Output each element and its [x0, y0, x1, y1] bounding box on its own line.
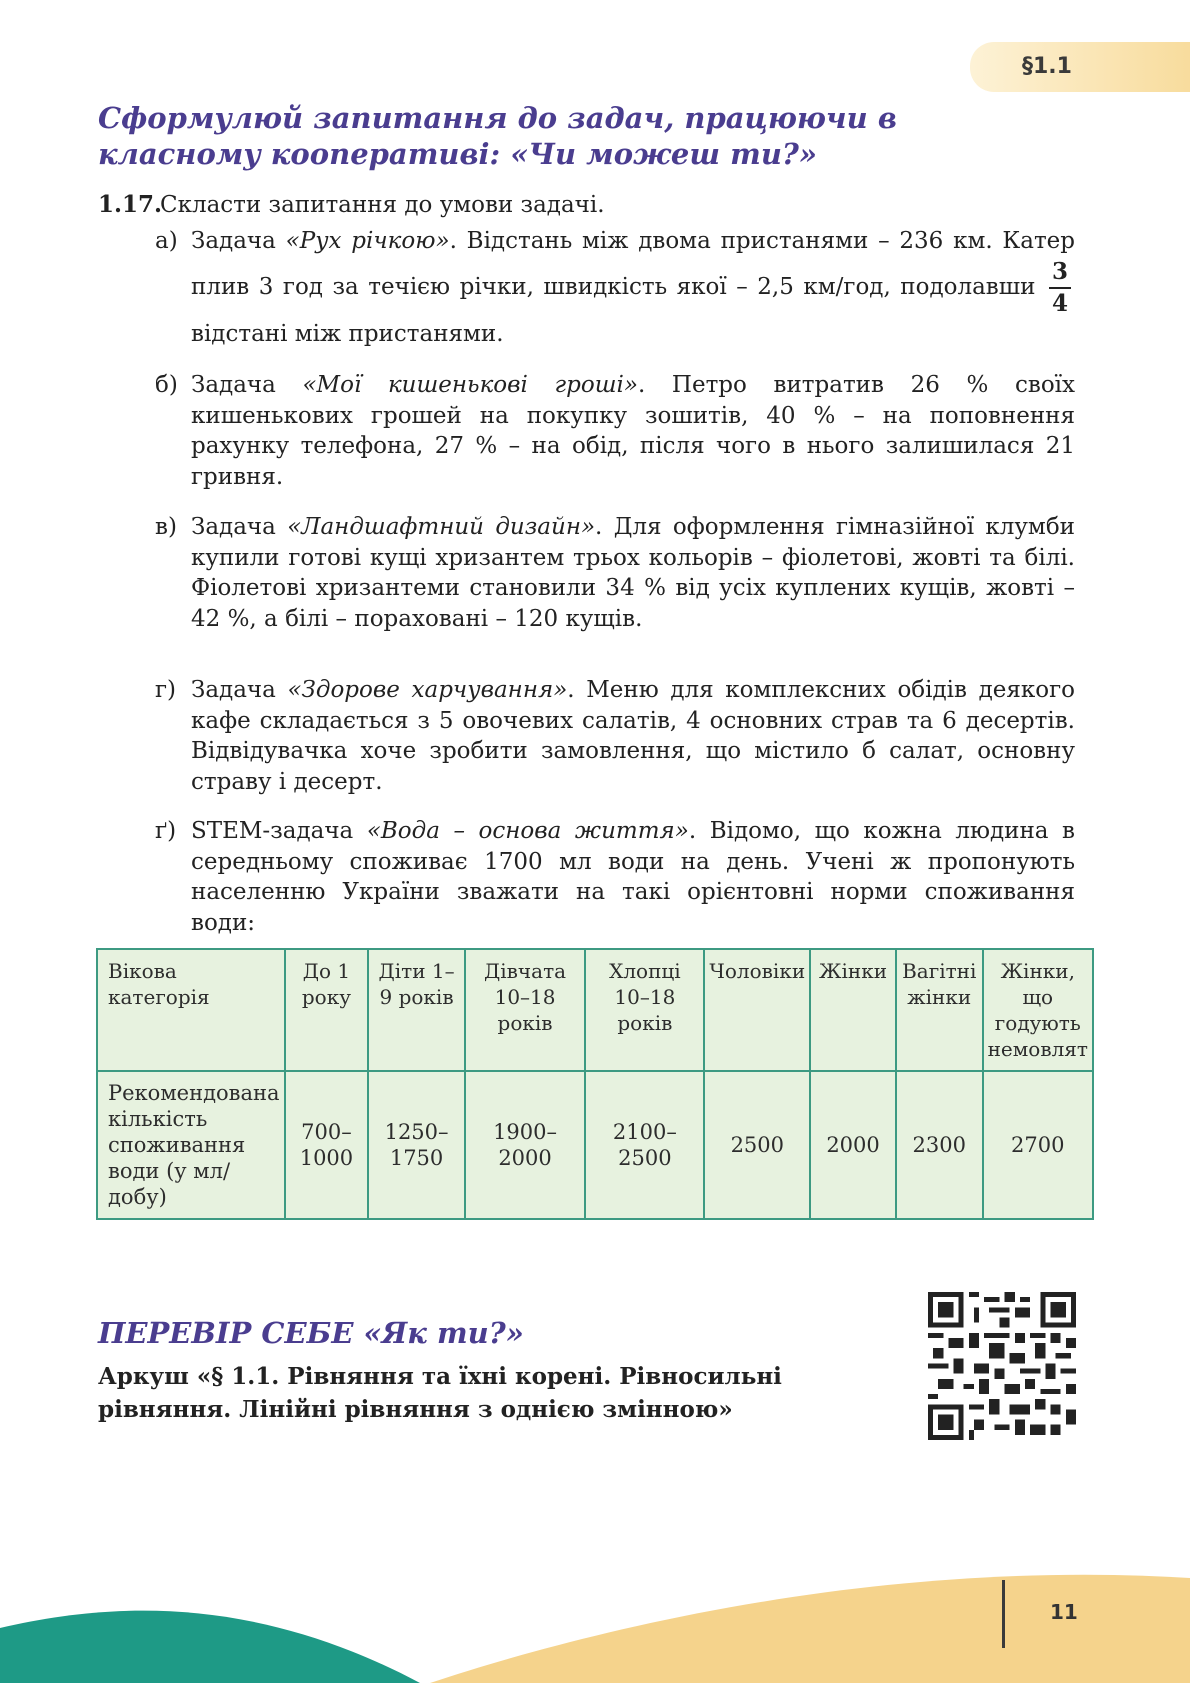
table-cell: Жінки, що годують немовлят — [983, 949, 1093, 1071]
fraction: $\frac{3}{4}$ — [1049, 257, 1071, 319]
page-divider — [1002, 1580, 1005, 1648]
check-yourself-heading: ПЕРЕВІР СЕБЕ «Як ти?» — [98, 1316, 524, 1350]
item-label: а) — [155, 228, 178, 254]
problem-title: «Рух річкою» — [285, 228, 450, 254]
table-header-row — [97, 949, 1093, 1071]
problem-title: «Мої кишенькові гроші» — [302, 372, 638, 398]
section-tab — [970, 42, 1190, 92]
table-cell: Вагітні жінки — [896, 949, 983, 1071]
task-item-g: г) Задача «Здорове харчування». Меню для комплексних обідів деякого кафе складається з 5 овочевих салатів, 4 основних страв та 6 десертів. Відвідувачка хоче зробити замовлення, що містило б салат, основну страву і десерт. — [155, 677, 1075, 795]
item-label: ґ) — [155, 818, 177, 844]
item-label: г) — [155, 677, 177, 703]
table-cell: 1250–1750 — [368, 1071, 464, 1219]
table-cell: Хлопці 10–18 років — [585, 949, 704, 1071]
task-item-v: в) Задача «Ландшафтний дизайн». Для оформлення гімназійної клумби купили готові кущі хризантем трьох кольорів – фіолетові, жовті та білі. Фіолетові хризантеми становили 34 % від усіх куплених кущів, жовті – 42 %, а білі – пораховані – 120 кущів. — [155, 514, 1075, 632]
water-norms-table — [96, 948, 1094, 1220]
table-cell: Рекомендована кількість споживання води (у мл/добу) — [97, 1071, 285, 1219]
task-item-b: б) Задача «Мої кишенькові гроші». Петро витратив 26 % своїх кишенькових грошей на покупку зошитів, 40 % – на поповнення рахунку телефона, 27 % – на обід, після чого в нього залишилася 21 гривня. — [155, 372, 1075, 490]
table-cell: До 1 року — [285, 949, 369, 1071]
problem-title: «Здорове харчування» — [287, 677, 568, 703]
table-cell: 2100–2500 — [585, 1071, 704, 1219]
table-cell: 2500 — [704, 1071, 810, 1219]
task-item-a: а) Задача «Рух річкою». Відстань між двома пристанями – 236 км. Катер плив 3 год за течією річки, швидкість якої – 2,5 км/год, подолавши $\frac{3}{4}$ відстані між пристанями. — [155, 228, 1075, 347]
task-instruction: Скласти запитання до умови задачі. — [160, 192, 605, 218]
table-row — [97, 1071, 1093, 1219]
item-label: в) — [155, 514, 177, 540]
table-cell: Дівчата 10–18 років — [465, 949, 586, 1071]
table-cell: 2000 — [810, 1071, 896, 1219]
section-label: §1.1 — [1022, 54, 1072, 79]
table-cell: 700–1000 — [285, 1071, 369, 1219]
table-cell: Чоловіки — [704, 949, 810, 1071]
qr-code-icon[interactable] — [928, 1292, 1076, 1440]
table-cell: Діти 1–9 років — [368, 949, 464, 1071]
table-cell: 2700 — [983, 1071, 1093, 1219]
task-item-gg: ґ) STEM-задача «Вода – основа життя». Відомо, що кожна людина в середньому споживає 1700 мл води на день. Учені ж пропонують населенню України зважати на такі орієнтовні норми споживання води: — [155, 818, 1076, 936]
item-label: б) — [155, 372, 178, 398]
problem-title: «Вода – основа життя» — [366, 818, 689, 844]
task-number: 1.17. — [98, 191, 163, 218]
table-cell: Вікова категорія — [97, 949, 285, 1071]
page-number: 11 — [1050, 1600, 1078, 1624]
table-cell: 2300 — [896, 1071, 983, 1219]
worksheet-link-text: Аркуш «§ 1.1. Рівняння та їхні корені. Рівносильні рівняння. Лінійні рівняння з однією змінною» — [98, 1363, 782, 1423]
table-cell: Жінки — [810, 949, 896, 1071]
heading-cooperative: Сформулюй запитання до задач, працюючи в класному кооперативі: «Чи можеш ти?» — [98, 101, 897, 171]
footer-decoration — [0, 1560, 1190, 1683]
table-cell: 1900–2000 — [465, 1071, 586, 1219]
problem-title: «Ландшафтний дизайн» — [287, 514, 596, 540]
